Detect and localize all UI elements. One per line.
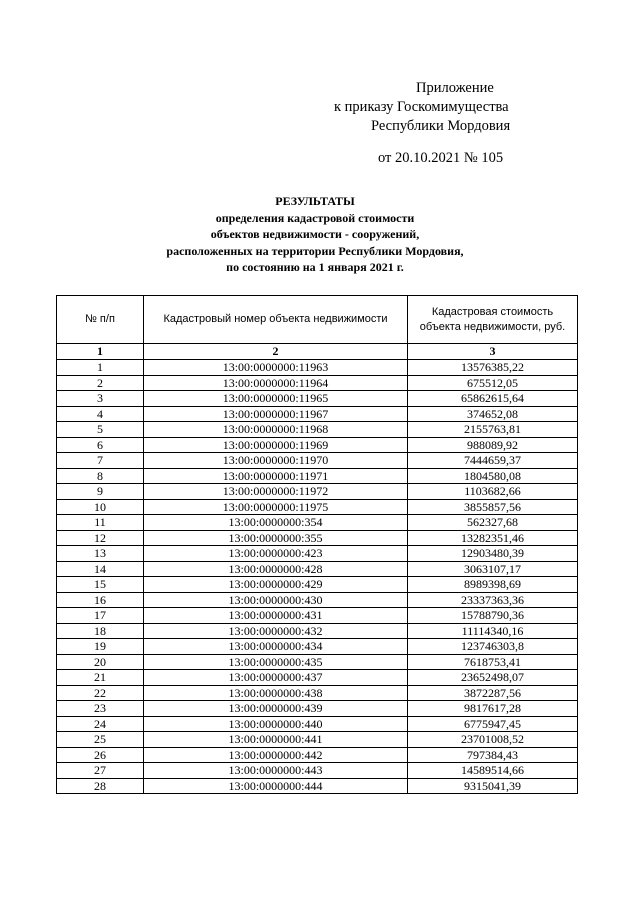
cadastral-number-cell: 13:00:0000000:428 <box>144 561 408 577</box>
row-number-cell: 14 <box>57 561 144 577</box>
table-row <box>57 437 578 453</box>
row-number-cell: 24 <box>57 716 144 732</box>
table-row <box>57 716 578 732</box>
table-row <box>57 670 578 686</box>
cadastral-number-cell: 13:00:0000000:354 <box>144 515 408 531</box>
appendix-label: Приложение <box>416 80 494 96</box>
cadastral-value-cell: 3872287,56 <box>408 685 578 701</box>
cadastral-number-cell: 13:00:0000000:11964 <box>144 375 408 391</box>
appendix-region-line: Республики Мордовия <box>371 118 511 134</box>
row-number-cell: 2 <box>57 375 144 391</box>
cadastral-number-cell: 13:00:0000000:11972 <box>144 484 408 500</box>
row-number-cell: 12 <box>57 530 144 546</box>
row-number-cell: 28 <box>57 778 144 794</box>
appendix-order-line: к приказу Госкомимущества <box>334 99 509 115</box>
table-row <box>57 375 578 391</box>
cadastral-number-cell: 13:00:0000000:432 <box>144 623 408 639</box>
column-header-number: № п/п <box>57 296 144 344</box>
cadastral-number-cell: 13:00:0000000:423 <box>144 546 408 562</box>
cadastral-value-cell: 23701008,52 <box>408 732 578 748</box>
table-row <box>57 592 578 608</box>
row-number-cell: 3 <box>57 391 144 407</box>
table-row <box>57 701 578 717</box>
table-row <box>57 530 578 546</box>
row-number-cell: 5 <box>57 422 144 438</box>
cadastral-number-cell: 13:00:0000000:435 <box>144 654 408 670</box>
cadastral-value-cell: 123746303,8 <box>408 639 578 655</box>
cadastral-number-cell: 13:00:0000000:441 <box>144 732 408 748</box>
table-row <box>57 515 578 531</box>
row-number-cell: 15 <box>57 577 144 593</box>
row-number-cell: 11 <box>57 515 144 531</box>
cadastral-value-cell: 23337363,36 <box>408 592 578 608</box>
cadastral-value-cell: 13576385,22 <box>408 360 578 376</box>
table-row <box>57 577 578 593</box>
cadastral-number-cell: 13:00:0000000:438 <box>144 685 408 701</box>
row-number-cell: 21 <box>57 670 144 686</box>
table-row <box>57 732 578 748</box>
cadastral-value-cell: 6775947,45 <box>408 716 578 732</box>
column-header-cadastral-value: Кадастровая стоимость объекта недвижимости, руб. <box>408 296 578 344</box>
cadastral-value-cell: 23652498,07 <box>408 670 578 686</box>
cadastral-value-cell: 65862615,64 <box>408 391 578 407</box>
document-title <box>130 193 500 276</box>
row-number-cell: 17 <box>57 608 144 624</box>
cadastral-value-cell: 675512,05 <box>408 375 578 391</box>
column-number: 2 <box>144 344 408 360</box>
title-line: объектов недвижимости - сооружений, <box>210 227 420 242</box>
cadastral-value-cell: 797384,43 <box>408 747 578 763</box>
column-number: 3 <box>408 344 578 360</box>
cadastral-value-cell: 3063107,17 <box>408 561 578 577</box>
row-number-cell: 19 <box>57 639 144 655</box>
cadastral-number-cell: 13:00:0000000:442 <box>144 747 408 763</box>
cadastral-number-cell: 13:00:0000000:443 <box>144 763 408 779</box>
cadastral-value-cell: 7444659,37 <box>408 453 578 469</box>
row-number-cell: 9 <box>57 484 144 500</box>
cadastral-value-cell: 11114340,16 <box>408 623 578 639</box>
cadastral-value-cell: 1103682,66 <box>408 484 578 500</box>
cadastral-number-cell: 13:00:0000000:430 <box>144 592 408 608</box>
column-number: 1 <box>57 344 144 360</box>
row-number-cell: 26 <box>57 747 144 763</box>
title-line: определения кадастровой стоимости <box>215 210 415 225</box>
title-line: расположенных на территории Республики Мордовия, <box>166 243 464 258</box>
table-row <box>57 360 578 376</box>
cadastral-number-cell: 13:00:0000000:439 <box>144 701 408 717</box>
row-number-cell: 8 <box>57 468 144 484</box>
cadastral-number-cell: 13:00:0000000:429 <box>144 577 408 593</box>
table-row <box>57 453 578 469</box>
table-row <box>57 499 578 515</box>
cadastral-number-cell: 13:00:0000000:437 <box>144 670 408 686</box>
cadastral-number-cell: 13:00:0000000:11967 <box>144 406 408 422</box>
cadastral-value-cell: 988089,92 <box>408 437 578 453</box>
row-number-cell: 13 <box>57 546 144 562</box>
row-number-cell: 25 <box>57 732 144 748</box>
row-number-cell: 27 <box>57 763 144 779</box>
column-number-row <box>57 344 578 360</box>
table-row <box>57 561 578 577</box>
cadastral-value-cell: 15788790,36 <box>408 608 578 624</box>
cadastral-value-cell: 7618753,41 <box>408 654 578 670</box>
results-table <box>56 295 578 794</box>
row-number-cell: 22 <box>57 685 144 701</box>
cadastral-number-cell: 13:00:0000000:11971 <box>144 468 408 484</box>
title-line: РЕЗУЛЬТАТЫ <box>275 194 355 208</box>
row-number-cell: 10 <box>57 499 144 515</box>
cadastral-number-cell: 13:00:0000000:11969 <box>144 437 408 453</box>
cadastral-number-cell: 13:00:0000000:355 <box>144 530 408 546</box>
cadastral-value-cell: 374652,08 <box>408 406 578 422</box>
row-number-cell: 20 <box>57 654 144 670</box>
cadastral-number-cell: 13:00:0000000:440 <box>144 716 408 732</box>
cadastral-value-cell: 14589514,66 <box>408 763 578 779</box>
table-row <box>57 422 578 438</box>
table-header-row <box>57 296 578 344</box>
row-number-cell: 23 <box>57 701 144 717</box>
order-reference: от 20.10.2021 № 105 <box>378 150 504 166</box>
cadastral-number-cell: 13:00:0000000:11975 <box>144 499 408 515</box>
column-header-cadastral-number: Кадастровый номер объекта недвижимости <box>144 296 408 344</box>
cadastral-number-cell: 13:00:0000000:11965 <box>144 391 408 407</box>
table-row <box>57 468 578 484</box>
cadastral-value-cell: 3855857,56 <box>408 499 578 515</box>
cadastral-number-cell: 13:00:0000000:431 <box>144 608 408 624</box>
cadastral-value-cell: 8989398,69 <box>408 577 578 593</box>
table-row <box>57 778 578 794</box>
row-number-cell: 16 <box>57 592 144 608</box>
row-number-cell: 1 <box>57 360 144 376</box>
table-row <box>57 623 578 639</box>
cadastral-number-cell: 13:00:0000000:11963 <box>144 360 408 376</box>
table-row <box>57 747 578 763</box>
cadastral-value-cell: 2155763,81 <box>408 422 578 438</box>
row-number-cell: 4 <box>57 406 144 422</box>
table-row <box>57 391 578 407</box>
table-row <box>57 608 578 624</box>
cadastral-value-cell: 9817617,28 <box>408 701 578 717</box>
cadastral-number-cell: 13:00:0000000:434 <box>144 639 408 655</box>
cadastral-value-cell: 13282351,46 <box>408 530 578 546</box>
cadastral-value-cell: 9315041,39 <box>408 778 578 794</box>
table-row <box>57 654 578 670</box>
cadastral-number-cell: 13:00:0000000:11970 <box>144 453 408 469</box>
table-row <box>57 484 578 500</box>
table-row <box>57 546 578 562</box>
cadastral-value-cell: 1804580,08 <box>408 468 578 484</box>
cadastral-number-cell: 13:00:0000000:11968 <box>144 422 408 438</box>
cadastral-number-cell: 13:00:0000000:444 <box>144 778 408 794</box>
row-number-cell: 7 <box>57 453 144 469</box>
table-row <box>57 406 578 422</box>
cadastral-value-cell: 562327,68 <box>408 515 578 531</box>
row-number-cell: 18 <box>57 623 144 639</box>
table-row <box>57 763 578 779</box>
row-number-cell: 6 <box>57 437 144 453</box>
title-line: по состоянию на 1 января 2021 г. <box>226 260 404 275</box>
table-row <box>57 685 578 701</box>
table-row <box>57 639 578 655</box>
cadastral-value-cell: 12903480,39 <box>408 546 578 562</box>
